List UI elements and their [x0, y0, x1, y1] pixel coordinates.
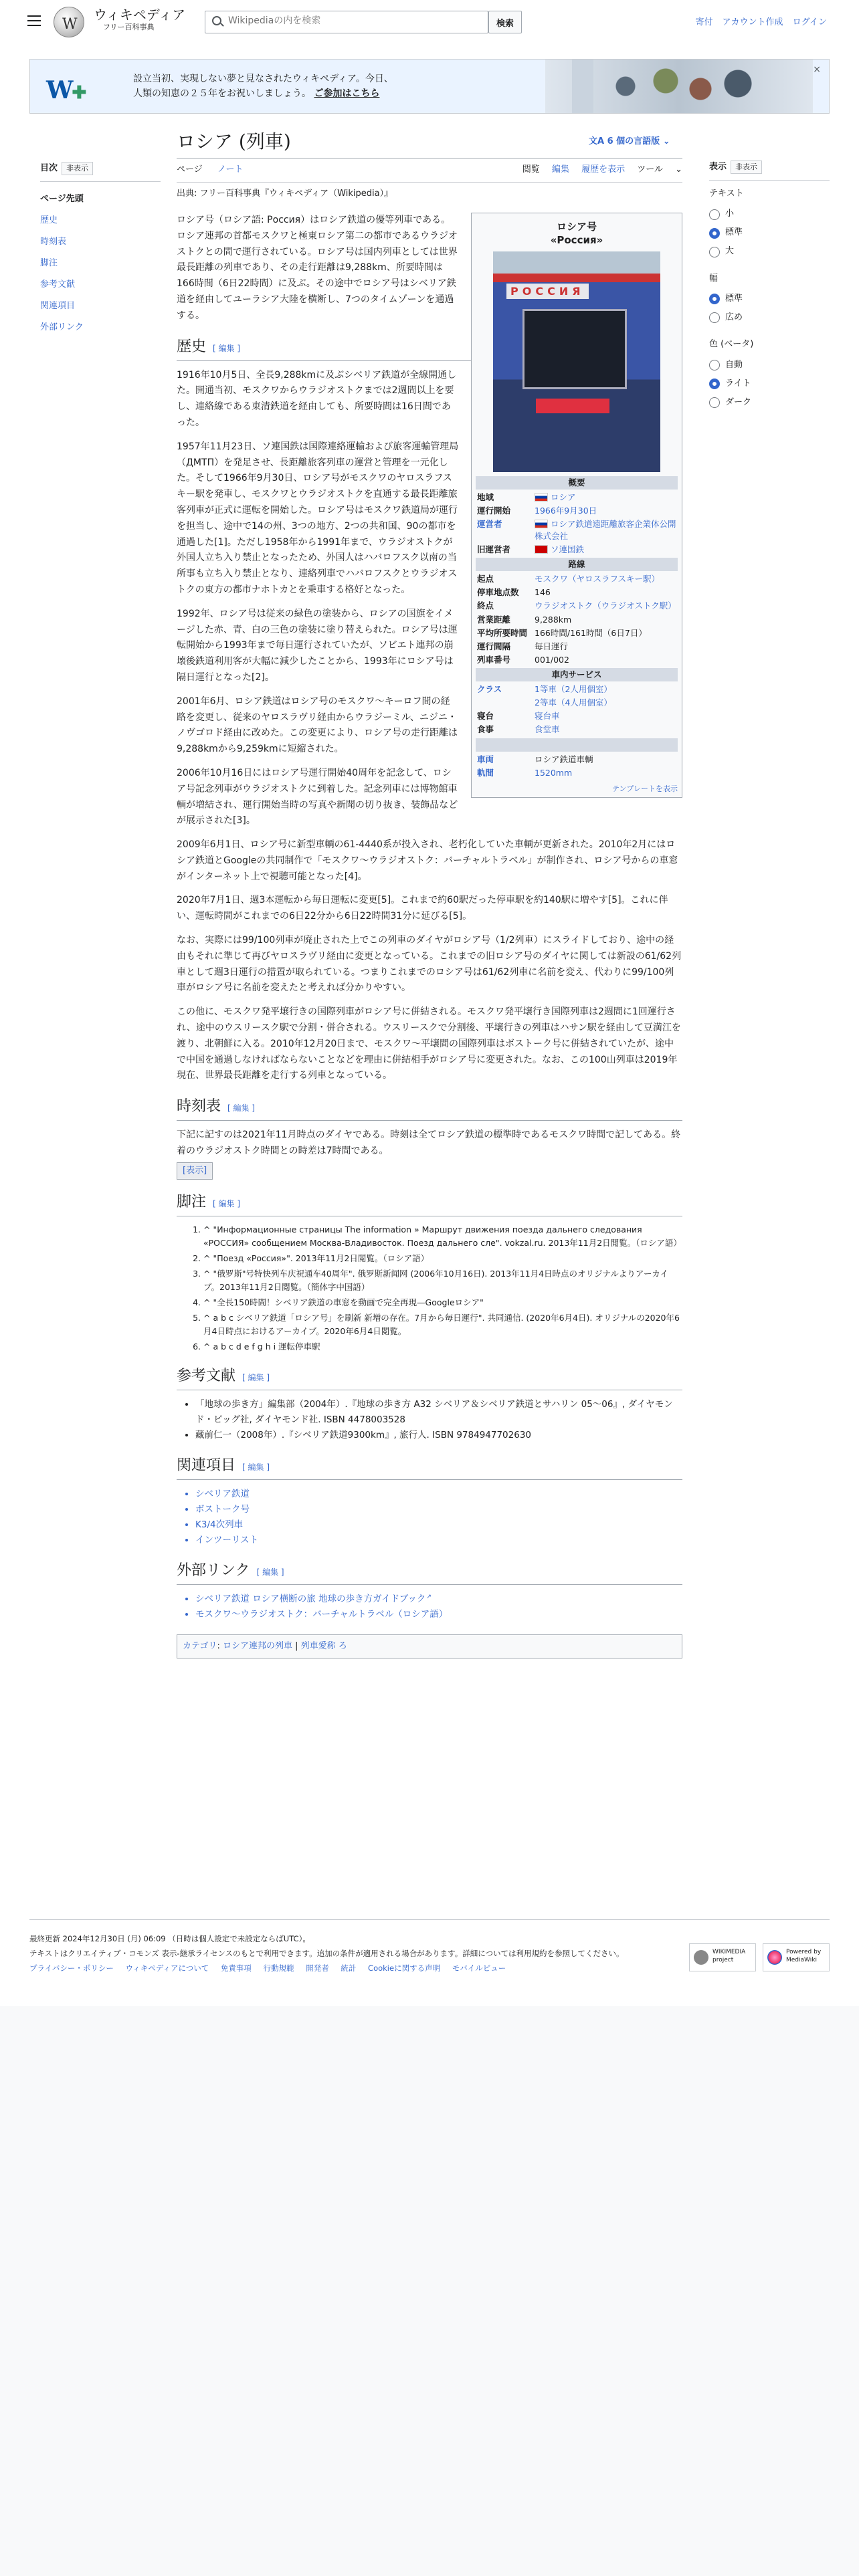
- row-label[interactable]: クラス: [477, 684, 502, 694]
- color-auto[interactable]: [709, 356, 830, 374]
- row-label: 列車番号: [477, 654, 511, 665]
- row-label: 食事: [477, 724, 494, 735]
- infobox-row: [476, 723, 678, 736]
- article-body: [177, 213, 682, 1658]
- toc-title: 目次: [40, 163, 58, 173]
- wikipedia-logo-icon[interactable]: W: [54, 7, 84, 37]
- color-dark[interactable]: [709, 393, 830, 412]
- related-item[interactable]: • ボストーク号: [195, 1502, 682, 1517]
- radio-icon: [709, 397, 720, 408]
- history-paragraph: 2020年7月1日、週3本運転から毎日運転に変更[5]。これまで約60駅だった停車駅を約140駅に増やす[5]。これに伴い、運転時間がこれまでの6日22分から6日22時間31分に延びる[5]。: [177, 895, 668, 922]
- footer-link-about[interactable]: ウィキペディアについて: [125, 1963, 209, 1973]
- infobox-row: [476, 627, 678, 640]
- timetable-text: 下記に記すのは2021年11月時点のダイヤである。時刻は全てロシア鉄道の標準時であるモスクワ時間で記してある。終着のウラジオストク時間との時差は7時間である。: [177, 1130, 681, 1157]
- infobox: [471, 213, 682, 798]
- login-link[interactable]: ログイン: [792, 17, 827, 27]
- option-label: 標準: [725, 227, 743, 238]
- edit-section-link[interactable]: [ 編集 ]: [213, 1199, 240, 1208]
- radio-icon: [709, 247, 720, 257]
- last-updated: 最終更新 2024年12月30日 (月) 06:09 （日時は個人設定で未設定ならばUTC）。: [29, 1934, 310, 1943]
- edit-section-link[interactable]: [ 編集 ]: [227, 1103, 255, 1113]
- toc-item-notes[interactable]: 脚注: [40, 257, 58, 268]
- section-heading-external: [177, 1560, 682, 1585]
- radio-icon: [709, 360, 720, 370]
- edit-section-link[interactable]: [ 編集 ]: [257, 1568, 284, 1577]
- search-button[interactable]: 検索: [488, 11, 522, 33]
- width-standard[interactable]: [709, 290, 830, 308]
- infobox-row: [476, 640, 678, 653]
- option-label: ライト: [725, 378, 751, 389]
- row-label: [476, 696, 533, 710]
- row-label: 停車地点数: [477, 587, 519, 598]
- heading-text: 参考文献: [177, 1368, 236, 1385]
- row-value[interactable]: ロシア: [551, 492, 576, 502]
- infobox-routes-table: [476, 572, 678, 667]
- row-label: 起点: [477, 574, 494, 584]
- appearance-hide-button[interactable]: 非表示: [731, 160, 762, 174]
- radio-icon: [709, 209, 720, 220]
- footer-link-mobile[interactable]: モバイルビュー: [452, 1963, 506, 1973]
- row-label: 地域: [477, 492, 494, 502]
- article-source-line: 出典: フリー百科事典『ウィキペディア（Wikipedia）』: [177, 189, 393, 199]
- infobox-services-header: 車内サービス: [476, 668, 678, 681]
- related-item[interactable]: • K3/4次列車: [195, 1517, 682, 1533]
- infobox-row: [476, 518, 678, 543]
- tab-page[interactable]: ページ: [177, 165, 203, 175]
- row-value: 9,288km: [535, 614, 572, 625]
- tab-read[interactable]: 閲覧: [522, 165, 540, 175]
- table-of-contents: [40, 160, 161, 338]
- infobox-summary-table: [476, 491, 678, 557]
- history-paragraph: 2001年6月、ロシア鉄道はロシア号のモスクワ〜キーロフ間の経路を変更し、従来のヤロスラヴリ経由からウラジーミル、ニジニ・ノヴゴロド経由に改めた。この変更により、ロシア号の走行距離は9,288kmから9,259kmに短縮された。: [177, 695, 458, 755]
- reference-item[interactable]: • 「地球の歩き方」編集部（2004年）.『地球の歩き方 A32 シベリア＆シベリア鉄道とサハリン 05〜06』, ダイヤモンド・ビッグ社, ダイヤモンド社. ISBN 4478003528: [195, 1397, 682, 1428]
- search-icon: [212, 16, 221, 25]
- radio-selected-icon: [709, 379, 720, 389]
- train-window: [522, 309, 627, 389]
- history-paragraph: 2009年6月1日、ロシア号に新型車輌の61-4440系が投入され、老朽化していた車輌が更新された。2010年2月にはロシア鉄道とGoogleの共同制作で「モスクワ〜ウラジオストク：バーチャルトラベル」が制作され、ロシア号からの車窓がインターネット上で視聴可能となった[4]。: [177, 839, 678, 882]
- donate-link[interactable]: 寄付: [695, 17, 713, 27]
- related-item[interactable]: • インツーリスト: [195, 1533, 682, 1548]
- footer-link-disclaimer[interactable]: 免責事項: [220, 1963, 252, 1973]
- infobox-row: [476, 653, 678, 667]
- row-value[interactable]: 1966年9月30日: [535, 505, 597, 516]
- banner-close-icon[interactable]: ×: [813, 64, 821, 75]
- mediawiki-badge[interactable]: Powered by MediaWiki: [763, 1943, 830, 1971]
- categories-label[interactable]: カテゴリ: [183, 1640, 217, 1651]
- toc-item-timetable[interactable]: 時刻表: [40, 236, 67, 247]
- page-tabs: [177, 163, 682, 182]
- option-label: 小: [725, 209, 735, 219]
- history-paragraph: この他に、モスクワ発平壌行きの国際列車がロシア号に併結される。モスクワ発平壌行き国際列車は2週間に1回運行され、途中のウスリースク駅で分割・併合される。ウスリースクで分割後、平壌行きの列車はハサン駅を経由して豆満江を渡り、北朝鮮に入る。2010年12月20日まで、モスクワ〜平壌間の国際列車はボストーク号に併結されていたが、途中で中国を通過しなければならないことなどを理由に併結相手がロシア号に変更された。なお、この100山列車は2019年現在、世界最長距離を走行する列車となっている。: [177, 1006, 681, 1081]
- language-icon: 文A: [589, 136, 607, 146]
- infobox-blank-header: [476, 738, 678, 752]
- search-box[interactable]: [205, 11, 488, 33]
- row-label: 営業距離: [477, 614, 511, 625]
- train-plate: [536, 399, 609, 413]
- infobox-tech-table: [476, 753, 678, 780]
- edit-section-link[interactable]: [ 編集 ]: [242, 1463, 270, 1472]
- infobox-caption: [476, 220, 678, 247]
- note-item[interactable]: 1. ^ "Информационные страницы The information » Маршрут движения поезда дальнего следования «РОССИЯ» сообщением Москва-Владивосток. Поезд дальнего сле". vokzal.ru. 2013年11月2日閲覧。（ロシア語）: [203, 1223, 682, 1251]
- row-value[interactable]: 2等車（4人用個室）: [535, 697, 612, 708]
- heading-text: 外部リンク: [177, 1562, 250, 1580]
- row-label[interactable]: 車両: [477, 754, 494, 764]
- row-label: 終点: [477, 601, 494, 611]
- infobox-row: [476, 572, 678, 586]
- toc-item-references[interactable]: 参考文献: [40, 279, 76, 290]
- page-bottom-area: [0, 2006, 859, 2576]
- row-value[interactable]: ソ連国鉄: [551, 544, 585, 554]
- infobox-services-table: [476, 683, 678, 737]
- external-links-list: [195, 1592, 682, 1622]
- russia-flag-icon: [535, 493, 548, 502]
- wikipedia-25-logo-icon: W✚: [46, 76, 86, 104]
- section-heading-notes: [177, 1192, 682, 1216]
- category-box: カテゴリ: ロシア連邦の列車 | 列車愛称 ろ: [177, 1634, 682, 1658]
- note-item[interactable]: 4. ^ "全長150時間！シベリア鉄道の車窓を動画で完全再現—Googleロシア": [203, 1296, 682, 1310]
- tagline: フリー百科事典: [103, 23, 155, 31]
- search-input[interactable]: [228, 15, 409, 26]
- row-value[interactable]: ウラジオストク（ウラジオストク駅）: [535, 601, 676, 611]
- history-paragraph: 1957年11月23日、ソ連国鉄は国際連絡運輸および旅客運輸管理局（ДМТП）を発足させ、長距離旅客列車の運営と管理を一元化した。そして1966年9月30日、ロシア号がモスクワのヤロスラフスキー駅を発車し、モスクワとウラジオストクを直通する最長距離旅客列車が正式に運転を開始した。ロシア号はモスクワ鉄道局が運行を担当し、途中で14の州、3つの地方、2つの共和国、90の都市を通過した[1]。ただし1958年から1991年まで、ウラジオストクが外国人立ち入り禁止となったため、外国人はハバロフスク以南の当所事も立ち入り禁止となり、連絡列車でハバロフスクとウラジオストクの東方の都市ナホトカとを乗車する格好となった。: [177, 441, 459, 595]
- infobox-row: [476, 543, 678, 556]
- footer-badges: [689, 1943, 830, 1971]
- tab-tools[interactable]: ツール: [637, 165, 663, 175]
- edit-section-link[interactable]: [ 編集 ]: [242, 1373, 270, 1382]
- toc-item-top[interactable]: ページ先頭: [40, 193, 84, 204]
- infobox-row: [476, 766, 678, 780]
- row-value[interactable]: 1等車（2人用個室）: [535, 684, 612, 694]
- width-label: 幅: [709, 273, 719, 284]
- infobox-row: [476, 491, 678, 504]
- toc-item-related[interactable]: 関連項目: [40, 300, 76, 311]
- text-size-label: テキスト: [709, 188, 744, 199]
- section-heading-references: [177, 1366, 682, 1390]
- create-account-link[interactable]: アカウント作成: [722, 17, 783, 27]
- radio-icon: [709, 312, 720, 323]
- train-photo-lettering: РОССИЯ: [506, 284, 589, 299]
- infobox-row: [476, 683, 678, 696]
- row-value[interactable]: 食堂車: [535, 724, 560, 735]
- row-label[interactable]: 軌間: [477, 767, 494, 778]
- toc-item-history[interactable]: 歴史: [40, 215, 58, 225]
- page-title: ロシア (列車): [177, 130, 291, 152]
- history-paragraph: 1992年、ロシア号は従来の緑色の塗装から、ロシアの国旗をイメージした赤、青、白の三色の塗装に塗り替えられた。ロシア号は運転開始から1993年まで毎日運行されていたが、ソビエト連邦の崩壊後鉄道利用客が大幅に減少したことから、1993年にロシア号は隔日運行となった[2]。: [177, 608, 458, 683]
- option-label: 広め: [725, 312, 743, 322]
- page-footer: [29, 1919, 830, 1976]
- text-size-large[interactable]: [709, 243, 830, 261]
- row-value: ロシア鉄道車輌: [535, 754, 593, 764]
- banner-illustration: [545, 60, 813, 113]
- infobox-row: [476, 696, 678, 710]
- chevron-down-icon: ⌄: [672, 165, 682, 175]
- note-item[interactable]: 2. ^ "Поезд «Россия»". 2013年11月2日閲覧。（ロシア語）: [203, 1252, 682, 1266]
- history-paragraph: 2006年10月16日にはロシア号運行開始40周年を記念して、ロシア号記念列車がウラジオストクに到着した。記念列車には博物館車輌が増結され、運行開始当時の写真や新聞の切り抜き、装飾品などが展示された[3]。: [177, 767, 458, 827]
- footer-link-conduct[interactable]: 行動規範: [263, 1963, 294, 1973]
- tab-history[interactable]: 履歴を表示: [581, 165, 626, 175]
- related-list: [195, 1487, 682, 1548]
- train-photo[interactable]: [493, 251, 660, 472]
- footer-link-developers[interactable]: 開発者: [306, 1963, 329, 1973]
- appearance-title: 表示: [709, 162, 727, 172]
- infobox-row: [476, 710, 678, 723]
- heading-text: 歴史: [177, 338, 207, 355]
- chevron-down-icon: ⌄: [662, 136, 670, 146]
- history-paragraph: なお、実際には99/100列車が廃止された上でこの列車のダイヤがロシア号（1/2列車）にスライドしており、途中の経由もそれに準じて再びヤロスラヴリ経由に変更となっている。これまでの旧ロシア号のダイヤに関しては新設の61/62列車として週3日運行の措置が取られている。つまりこれまでのロシア号は61/62列車に名前を変え、代わりに99/100列車がロシア号に名前を変えたと考えれば分かりやすい。: [177, 935, 682, 994]
- site-header: [0, 0, 859, 43]
- radio-selected-icon: [709, 294, 720, 304]
- row-label: 寝台: [477, 711, 494, 722]
- heading-text: 脚注: [177, 1193, 207, 1210]
- timetable-paragraph: [177, 1128, 682, 1180]
- references-list: [195, 1397, 682, 1443]
- row-label[interactable]: 運営者: [477, 518, 502, 529]
- radio-selected-icon: [709, 228, 720, 239]
- wordmark-text: ウィキペディア: [94, 7, 186, 23]
- row-value[interactable]: モスクワ（ヤロスラフスキー駅）: [535, 574, 660, 584]
- text-size-standard[interactable]: [709, 224, 830, 243]
- option-label: 自動: [725, 359, 743, 370]
- option-label: 標準: [725, 293, 743, 304]
- row-label: 平均所要時間: [477, 627, 528, 638]
- infobox-subtitle: «Россия»: [550, 234, 603, 247]
- ussr-flag-icon: [535, 545, 548, 554]
- tab-talk[interactable]: ノート: [217, 165, 244, 175]
- toc-hide-button[interactable]: 非表示: [62, 162, 93, 175]
- russia-flag-icon: [535, 520, 548, 528]
- text-size-small[interactable]: [709, 205, 830, 224]
- wordmark[interactable]: [94, 7, 185, 32]
- heading-text: 関連項目: [177, 1457, 236, 1475]
- row-value: 166時間/161時間（6日7日）: [535, 627, 647, 638]
- note-item[interactable]: 5. ^ a b c シベリア鉄道「ロシア号」を刷新 新増の存在。7月から毎日運行". 共同通信. (2020年6月4日). オリジナルの2020年6月4日時点におけるアーカイブ。2020年6月4日閲覧。: [203, 1311, 682, 1339]
- section-heading-related: [177, 1455, 682, 1480]
- toc-item-external[interactable]: 外部リンク: [40, 322, 84, 332]
- row-label: 旧運営者: [477, 544, 511, 554]
- wikimedia-badge[interactable]: WIKIMEDIA project: [689, 1943, 756, 1971]
- user-links: [688, 16, 827, 30]
- row-value: 毎日運行: [535, 641, 569, 651]
- external-link-item[interactable]: • モスクワ〜ウラジオストク：バーチャルトラベル（ロシア語）: [195, 1607, 682, 1622]
- related-item[interactable]: • シベリア鉄道: [195, 1487, 682, 1502]
- footer-link-privacy[interactable]: プライバシー・ポリシー: [29, 1963, 114, 1973]
- license-text: テキストはクリエイティブ・コモンズ 表示-継承ライセンスのもとで利用できます。追加の条件が適用される場合があります。詳細については利用規約を参照してください。: [29, 1948, 624, 1958]
- reference-item[interactable]: • 藏前仁一（2008年）.『シベリア鉄道9300km』, 旅行人. ISBN 9784947702630: [195, 1428, 682, 1443]
- infobox-summary-header: 概要: [476, 476, 678, 490]
- row-value[interactable]: ロシア鉄道遠距離旅客企業体公開株式会社: [535, 518, 676, 541]
- banner-text: [133, 72, 393, 101]
- row-value: 001/002: [535, 654, 569, 665]
- tabs-divider: [177, 182, 682, 183]
- color-label: 色 (ベータ): [709, 339, 754, 350]
- history-paragraph: 1916年10月5日、全長9,288kmに及ぶシベリア鉄道が全線開通した。開通当初、モスクワからウラジオストクまでは2週間以上を要し、連絡線である東清鉄道を経由しても、所要時間は16日間であった。: [177, 369, 457, 428]
- notes-list: [203, 1223, 682, 1354]
- option-label: 大: [725, 246, 735, 257]
- row-label: 運行開始: [477, 505, 511, 516]
- infobox-routes-header: 路線: [476, 558, 678, 571]
- row-label: 運行間隔: [477, 641, 511, 651]
- note-item[interactable]: 6. ^ a b c d e f g h i 運転停車駅: [203, 1340, 682, 1354]
- intro-paragraph: ロシア号（ロシア語: Россия）はロシア鉄道の優等列車である。ロシア連邦の首都モスクワと極東ロシア第二の都市であるウラジオストクとの間で運行されている。ロシア号は国内列車としては世界最長距離の列車であり、その走行距離は9,288km、所要時間は166時間（6日22時間）に及ぶ。その途中でロシア号はシベリア鉄道を経由してユーラシア大陸を横断し、7つのタイムゾーンを通過する。: [177, 215, 458, 321]
- option-label: ダーク: [725, 397, 752, 407]
- banner-line-1: 設立当初、実現しない夢と見なされたウィキペディア。今日、: [133, 74, 393, 84]
- banner-line-2: 人類の知恵の２５年をお祝いしましょう。: [133, 88, 311, 99]
- tab-edit[interactable]: 編集: [551, 165, 569, 175]
- appearance-panel: [709, 160, 830, 423]
- width-wide[interactable]: [709, 308, 830, 327]
- main-menu-icon[interactable]: [25, 12, 43, 29]
- infobox-title: ロシア号: [556, 221, 597, 233]
- row-value[interactable]: 寝台車: [535, 711, 560, 722]
- color-light[interactable]: [709, 374, 830, 393]
- infobox-row: [476, 504, 678, 518]
- infobox-row: [476, 613, 678, 627]
- language-button[interactable]: [589, 135, 670, 149]
- fundraising-banner: [29, 59, 830, 114]
- language-count: 6 個の言語版: [607, 136, 660, 146]
- infobox-row: [476, 599, 678, 613]
- edit-section-link[interactable]: [ 編集 ]: [213, 344, 240, 353]
- note-item[interactable]: 3. ^ "俄罗斯"号特快列车庆祝通车40周年". 俄罗斯新闻网 (2006年10月16日). 2013年11月4日時点のオリジナルよりアーカイブ。2013年11月2日閲覧。（簡体字中国語）: [203, 1267, 682, 1295]
- infobox-row: [476, 753, 678, 766]
- show-template-link[interactable]: テンプレートを表示: [611, 784, 678, 793]
- footer-link-stats[interactable]: 統計: [341, 1963, 357, 1973]
- infobox-row: [476, 586, 678, 599]
- row-value: 146: [535, 587, 551, 598]
- footer-link-cookies[interactable]: Cookieに関する声明: [368, 1963, 441, 1973]
- timetable-show-button[interactable]: [表示]: [177, 1162, 213, 1180]
- banner-join-link[interactable]: ご参加はこちら: [314, 88, 380, 99]
- category-link[interactable]: 列車愛称 ろ: [300, 1640, 347, 1651]
- external-link-item[interactable]: • シベリア鉄道 ロシア横断の旅 地球の歩き方ガイドブック ↗: [195, 1592, 682, 1607]
- heading-text: 時刻表: [177, 1098, 221, 1115]
- category-link[interactable]: ロシア連邦の列車: [223, 1640, 293, 1651]
- row-value[interactable]: 1520mm: [535, 767, 573, 778]
- section-heading-timetable: [177, 1096, 682, 1121]
